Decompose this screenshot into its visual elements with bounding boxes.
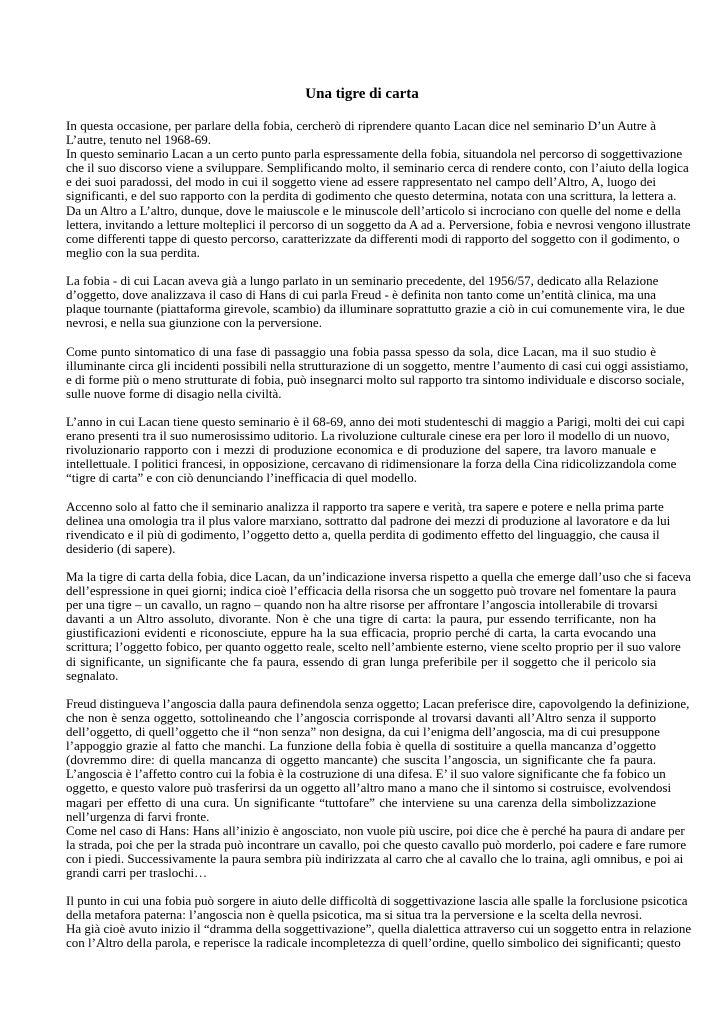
- paragraph: [66, 413, 685, 486]
- text-section: [66, 343, 689, 401]
- text-line: per una tigre – un cavallo, un ragno – quando non ha altre risorse per affrontare l’angoscia intollerabile di trovarsi: [66, 597, 658, 613]
- text-section: [66, 413, 685, 486]
- paragraph: [66, 921, 692, 951]
- paragraph: [66, 893, 688, 923]
- text-line: d’oggetto, dove analizzava il caso di Hans di cui parla Freud - è definita non tanto come un’entità clinica, ma una: [66, 287, 656, 303]
- text-line: e di forme più o meno strutturate di fobia, può insegnarci molto sul rapporto tra sintomo individuale e discorso sociale,: [66, 371, 685, 387]
- text-line: (dovremmo dire: di quella mancanza di oggetto mancante) che suscita l’angoscia, un significante che fa paura.: [66, 752, 656, 768]
- text-section: [66, 273, 685, 331]
- text-line: erano presenti tra il suo numerosissimo uditorio. La rivoluzione culturale cinese era per loro il modello di un nuovo,: [66, 428, 670, 444]
- text-line: e dei suoi paradossi, del modo in cui il soggetto viene ad essere rappresentato nel campo dell’Altro, A, luogo dei: [66, 174, 656, 190]
- text-line: dell’espressione in quei giorni; indica cioè l’efficacia della risorsa che un soggetto può trovare nel fomentare la paura: [66, 583, 677, 599]
- text-section: [66, 569, 691, 683]
- text-line: desiderio (di sapere).: [66, 540, 176, 556]
- text-section: [66, 695, 690, 880]
- text-line: nevrosi, e nella sua giunzione con la perversione.: [66, 315, 322, 331]
- text-line: significanti, e del suo rapporto con la perdita di godimento che questo determina, notata con una scrittura, la lettera a.: [66, 188, 677, 204]
- text-line: rivendicato e il più di godimento, l’oggetto detto a, quella perdita di godimento effetto del linguaggio, che causa il: [66, 526, 660, 542]
- text-line: l’appoggio grazie al fatto che manchi. La funzione della fobia è quella di sostituire a quella mancanza d’oggetto: [66, 738, 656, 754]
- paragraph: [66, 146, 691, 260]
- text-line: sulle nuove forme di disagio nella civiltà.: [66, 385, 282, 401]
- text-line: giustificazioni evidenti e riconosciute, eppure ha la sua efficacia, proprio perché di carta, la carta evocando una: [66, 625, 656, 641]
- text-line: davanti a un Altro assoluto, divorante. Non è che una tigre di carta: la paura, pur essendo terrificante, non ha: [66, 611, 656, 627]
- text-line: lettera, invitando a letture molteplici il percorso di un soggetto da A ad a. Perversione, fobia e nevrosi vengono illustrate: [66, 216, 691, 232]
- text-line: L’anno in cui Lacan tiene questo seminario è il 68-69, anno dei moti studenteschi di maggio a Parigi, molti dei cui capi: [66, 413, 685, 429]
- text-line: Freud distingueva l’angoscia dalla paura definendola senza oggetto; Lacan preferisce dire, capovolgendo la definizione,: [66, 695, 690, 711]
- text-line: segnalato.: [66, 667, 119, 683]
- text-line: L’angoscia è l’affetto contro cui la fobia è la costruzione di una difesa. E’ il suo valore significante che fa fobico un: [66, 766, 666, 782]
- text-line: delinea una omologia tra il plus valore marxiano, sottratto dal padrone dei mezzi di produzione al lavoratore e da lui: [66, 512, 671, 528]
- text-line: “tigre di carta” e con ciò denunciando l’inefficacia di quel modello.: [66, 470, 417, 486]
- paragraph: [66, 343, 689, 401]
- text-line: la strada, poi che per la strada può incontrare un cavallo, poi che questo cavallo può morderlo, poi cadere e fare rumore: [66, 836, 687, 852]
- text-line: grandi carri per traslochi…: [66, 864, 208, 880]
- text-line: Come nel caso di Hans: Hans all’inizio è angosciato, non vuole più uscire, poi dice che è perché ha paura di andare per: [66, 822, 685, 838]
- paragraph: [66, 119, 656, 147]
- paragraph: [66, 498, 671, 556]
- text-line: intellettuale. I politici francesi, in opposizione, cercavano di ridimensionare la forza della Cina ridicolizzandola come: [66, 456, 677, 472]
- paragraph: [66, 822, 687, 880]
- text-line: nell’urgenza di farvi fronte.: [66, 808, 210, 824]
- document-body: [66, 118, 692, 951]
- text-section: [66, 893, 692, 951]
- text-line: Ma la tigre di carta della fobia, dice Lacan, da un’indicazione inversa rispetto a quella che emerge dall’uso che si faceva: [66, 569, 691, 584]
- text-line: magari per effetto di una cura. Un significante “tuttofare” che interviene su una carenza della simbolizzazione: [66, 794, 656, 810]
- text-line: Ha già cioè avuto inizio il “dramma della soggettivazione”, quella dialettica attraverso cui un soggetto entra in relazione: [66, 921, 692, 937]
- text-line: con i piedi. Successivamente la paura sembra più indirizzata al carro che al cavallo che lo traina, agli omnibus, e poi ai: [66, 850, 684, 866]
- text-section: [66, 498, 671, 556]
- text-line: Il punto in cui una fobia può sorgere in aiuto delle difficoltà di soggettivazione lascia alle spalle la forclusione psicotica: [66, 893, 688, 909]
- text-line: Come punto sintomatico di una fase di passaggio una fobia passa spesso da sola, dice Lacan, ma il suo studio è: [66, 343, 656, 359]
- text-line: illuminante circa gli incidenti possibili nella strutturazione di un soggetto, mentre l’aumento di casi cui oggi assistiamo,: [66, 357, 689, 373]
- text-line: Accenno solo al fatto che il seminario analizza il rapporto tra sapere e verità, tra sapere e potere e nella prima parte: [66, 498, 664, 514]
- text-line: oggetto, e questo valore può trasferirsi da un oggetto all’altro mano a mano che il sintomo si costruisce, evolvendosi: [66, 780, 672, 796]
- text-line: In questo seminario Lacan a un certo punto parla espressamente della fobia, situandola nel percorso di soggettivazione: [66, 146, 683, 162]
- text-line: che il suo discorso viene a sviluppare. Semplificando molto, il seminario cerca di rendere conto, con l’aiuto della logica: [66, 160, 689, 176]
- paragraph: [66, 695, 690, 824]
- text-line: che non è senza oggetto, sottolineando che l’angoscia corrisponde al trovarsi davanti all’Altro senza il supporto: [66, 709, 656, 725]
- text-line: dell’oggetto, di quell’oggetto che il “non senza” non designa, da cui l’enigma dell’angoscia, ma di cui presuppone: [66, 724, 660, 740]
- text-line: con l’Altro della parola, e reperisce la radicale incompletezza di quell’ordine, quello simbolico dei significanti; questo: [66, 935, 681, 951]
- text-line: plaque tournante (piattaforma girevole, scambio) da illuminare soprattutto grazie a ciò in cui comunemente vira, le due: [66, 301, 685, 317]
- document-title: Una tigre di carta: [305, 86, 419, 102]
- text-line: Da un Altro a L’altro, dunque, dove le maiuscole e le minuscole dell’articolo si incrociano con quelle del nome e della: [66, 202, 681, 218]
- text-line: di significante, un significante che fa paura, essendo di gran lunga preferibile per il soggetto che il pericolo sia: [66, 653, 656, 669]
- text-line: L’autre, tenuto nel 1968-69.: [66, 132, 212, 148]
- text-line: meglio con la sua perdita.: [66, 244, 200, 260]
- paragraph: [66, 273, 685, 331]
- paragraph: [66, 569, 691, 683]
- text-line: In questa occasione, per parlare della fobia, cercherò di riprendere quanto Lacan dice nel seminario D’un Autre à: [66, 118, 656, 133]
- text-line: scrittura; l’oggetto fobico, per quanto oggetto reale, scelto nell’ambiente esterno, viene scelto proprio per il suo valore: [66, 639, 681, 655]
- text-line: La fobia - di cui Lacan aveva già a lungo parlato in un seminario precedente, del 1956/57, dedicato alla Relazione: [66, 273, 659, 289]
- text-line: della metafora paterna: l’angoscia non è quella psicotica, ma si situa tra la perversione e la scelta della nevrosi.: [66, 907, 643, 923]
- text-line: come differenti tappe di questo percorso, caratterizzate da differenti modi di rapporto del soggetto con il godimento, o: [66, 230, 680, 246]
- text-section: [66, 118, 691, 260]
- text-line: rivoluzionario rapporto con i mezzi di produzione economica e di produzione del sapere, tra lavoro manuale e: [66, 442, 656, 458]
